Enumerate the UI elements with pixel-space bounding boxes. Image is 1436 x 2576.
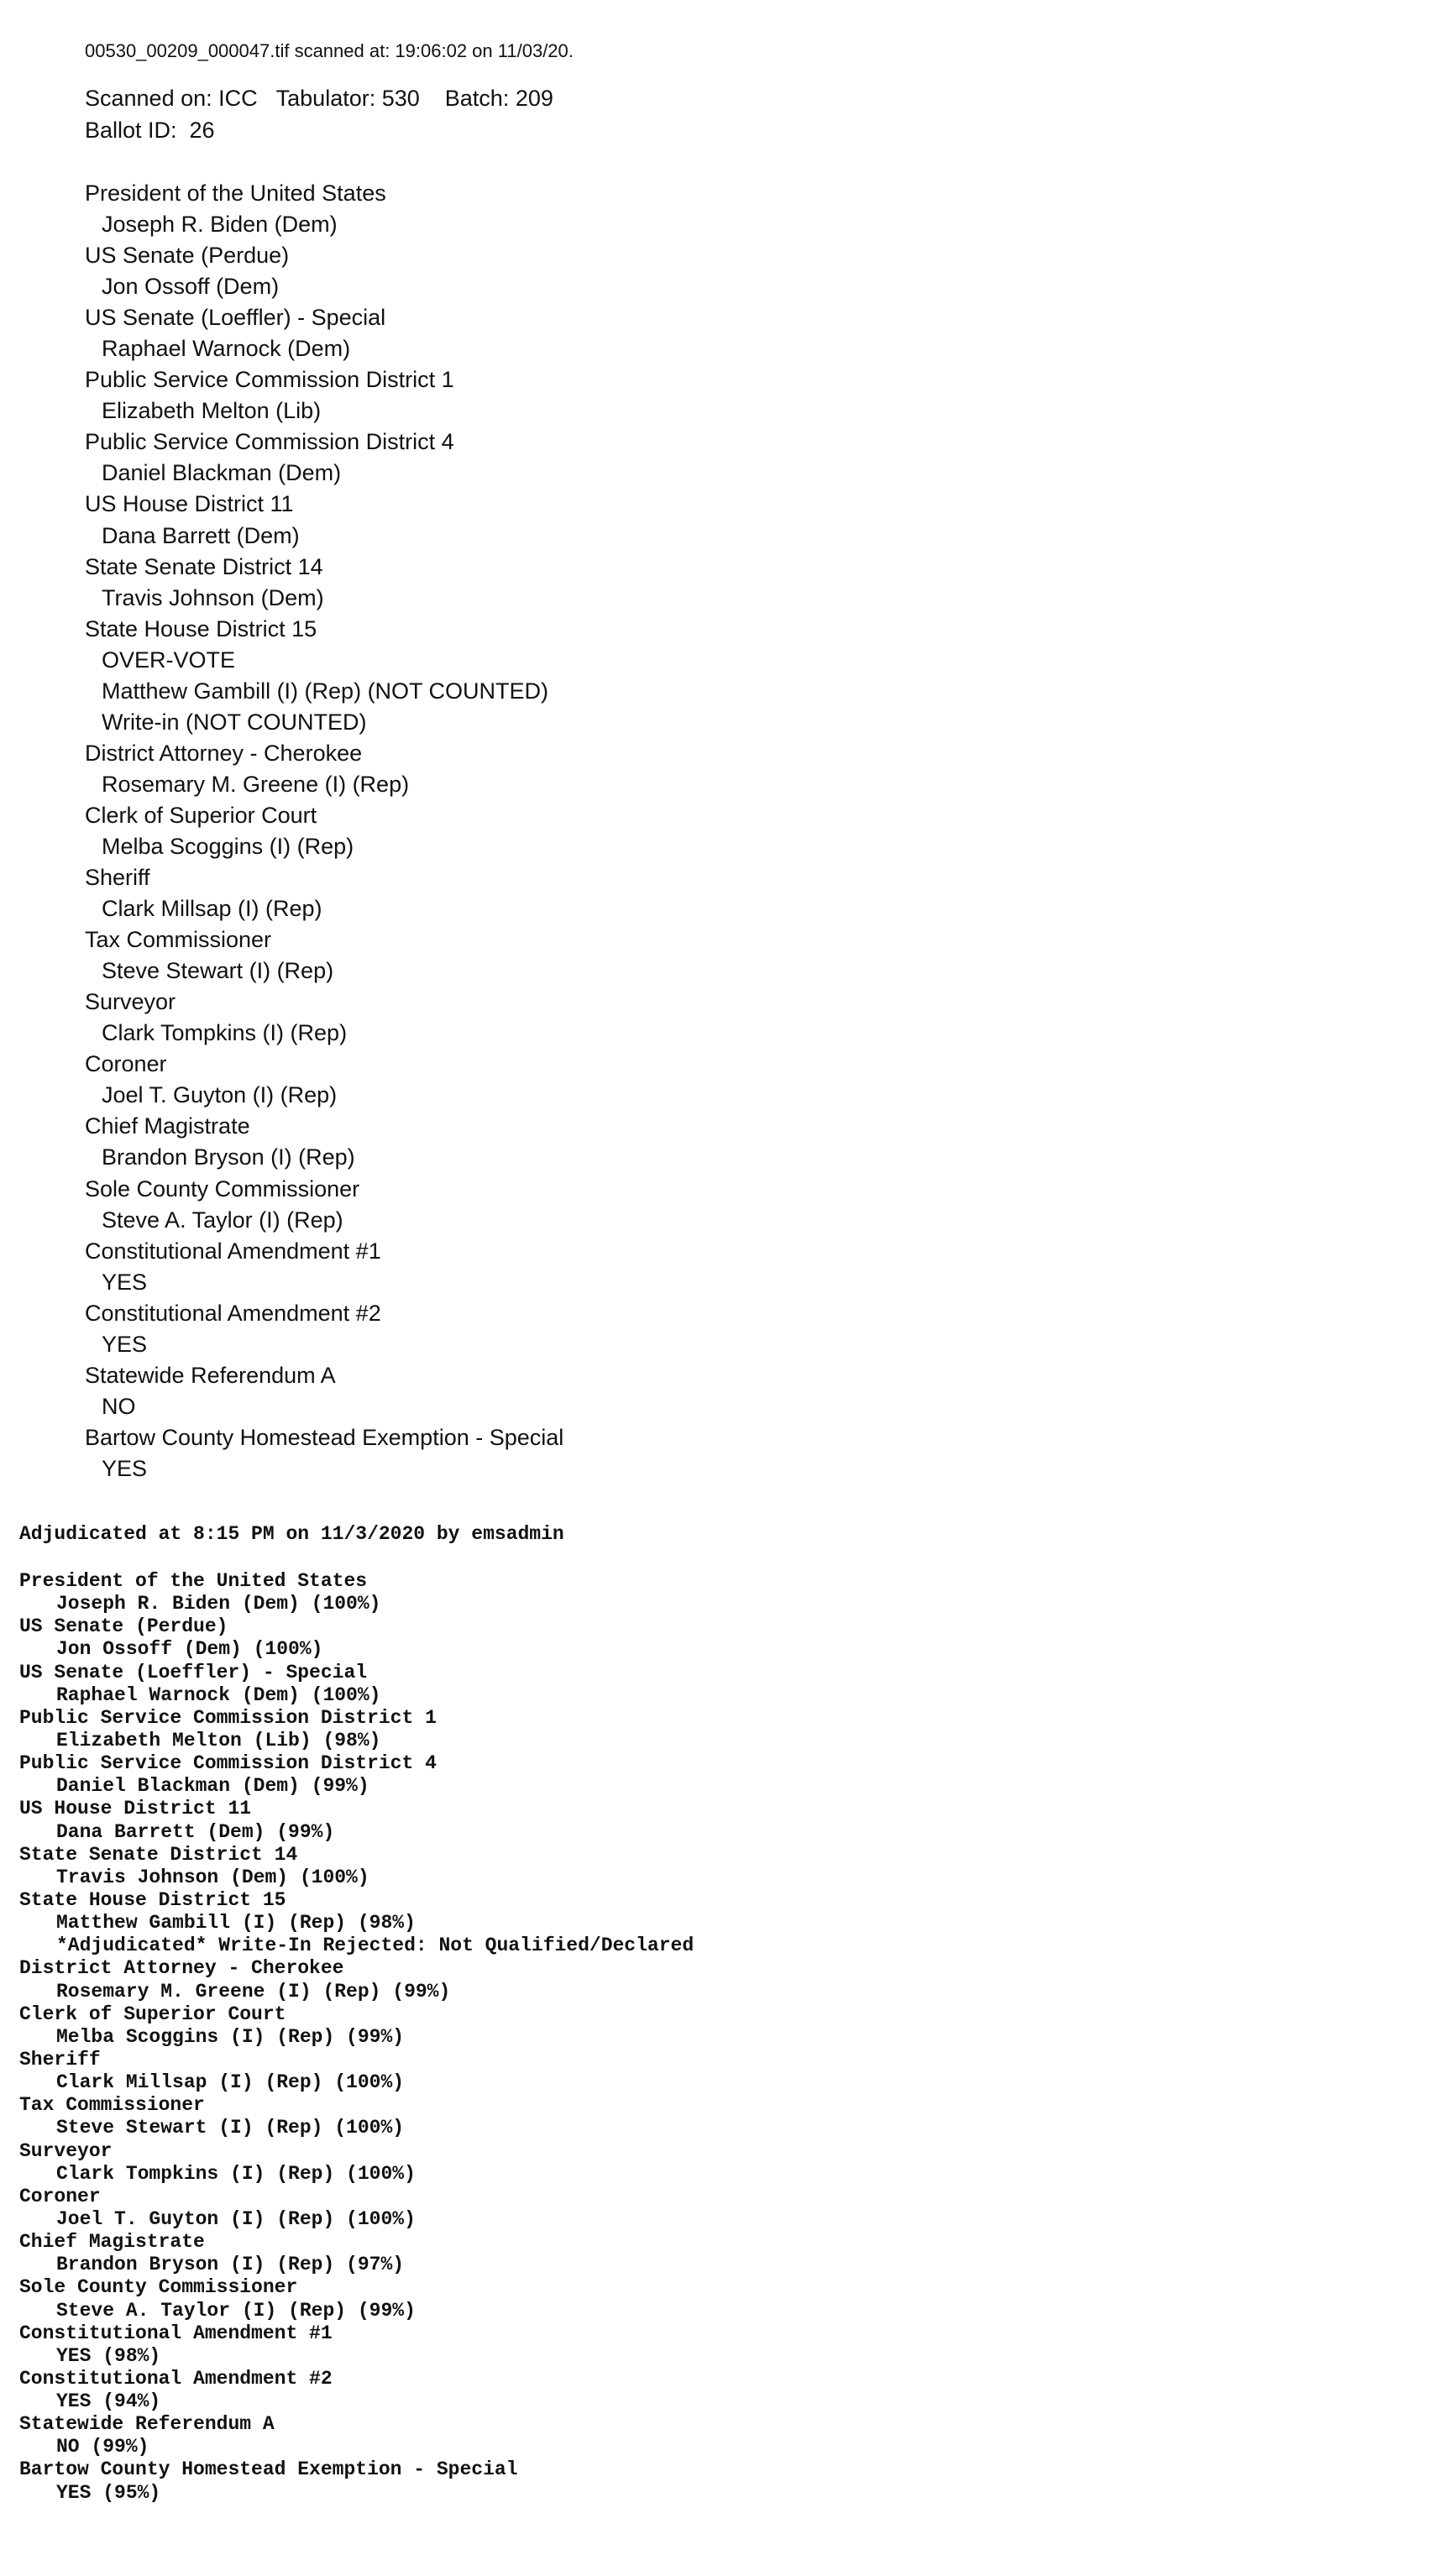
selection-race-title: US Senate (Perdue) [85, 243, 290, 269]
ballot-selections [85, 178, 1344, 1484]
selection-choice: YES [102, 1331, 148, 1357]
selection-choice: Brandon Bryson (I) (Rep) [102, 1144, 355, 1170]
scanned-on-line: Scanned on: ICC Tabulator: 530 Batch: 209 [85, 86, 553, 111]
selection-choice: Joel T. Guyton (I) (Rep) [102, 1082, 338, 1108]
selection-race-title: Sheriff [85, 865, 150, 891]
selection-choice: Travis Johnson (Dem) [102, 584, 324, 610]
adjudication-race-title: Chief Magistrate [19, 2231, 205, 2254]
selection-choice: Raphael Warnock (Dem) [102, 336, 351, 362]
selection-choice: NO [102, 1393, 136, 1419]
adjudication-choice: Steve A. Taylor (I) (Rep) (99%) [56, 2299, 416, 2322]
adjudication-choice: Dana Barrett (Dem) (99%) [56, 1820, 335, 1843]
adjudication-choice: Jon Ossoff (Dem) (100%) [56, 1638, 323, 1661]
selection-choice: Elizabeth Melton (Lib) [102, 398, 322, 424]
adjudication-race-title: Public Service Commission District 1 [19, 1706, 437, 1729]
selection-race-title: State House District 15 [85, 615, 317, 641]
selection-race-title: US Senate (Loeffler) - Special [85, 305, 386, 331]
selection-choice: Jon Ossoff (Dem) [102, 274, 280, 300]
selection-race-title: Chief Magistrate [85, 1113, 250, 1139]
selection-choice: Joseph R. Biden (Dem) [102, 212, 338, 238]
adjudication-race-title: Constitutional Amendment #2 [19, 2367, 333, 2390]
selection-choice: Clark Tompkins (I) (Rep) [102, 1020, 348, 1046]
scan-meta [85, 82, 1344, 146]
selection-race-title: Statewide Referendum A [85, 1362, 336, 1388]
selection-race-title: State Senate District 14 [85, 553, 323, 579]
adjudication-race-title: Constitutional Amendment #1 [19, 2322, 333, 2344]
selection-race-title: Tax Commissioner [85, 927, 272, 953]
adjudication-choice: YES (94%) [56, 2390, 161, 2413]
adjudication-choice: Rosemary M. Greene (I) (Rep) (99%) [56, 1980, 451, 2003]
selection-choice: Matthew Gambill (I) (Rep) (NOT COUNTED) [102, 678, 549, 704]
adjudication-race-title: Public Service Commission District 4 [19, 1752, 437, 1775]
selection-choice: YES [102, 1269, 148, 1295]
adjudication-choice: Raphael Warnock (Dem) (100%) [56, 1683, 381, 1706]
adjudication-race-title: Clerk of Superior Court [19, 2003, 286, 2025]
selection-race-title: President of the United States [85, 181, 386, 206]
selection-choice: Daniel Blackman (Dem) [102, 460, 342, 486]
selection-race-title: Constitutional Amendment #1 [85, 1238, 381, 1264]
selection-race-title: Public Service Commission District 4 [85, 429, 454, 455]
adjudication-race-title: Coroner [19, 2185, 101, 2207]
selection-race-title: US House District 11 [85, 491, 294, 517]
adjudication-choice: Clark Millsap (I) (Rep) (100%) [56, 2071, 405, 2094]
selection-race-title: Coroner [85, 1051, 167, 1077]
adjudication-choice: Daniel Blackman (Dem) (99%) [56, 1775, 369, 1798]
scan-file-line: 00530_00209_000047.tif scanned at: 19:06:02 on 11/03/20. [85, 40, 574, 61]
selection-choice: OVER-VOTE [102, 647, 236, 673]
adjudication-choice: NO (99%) [56, 2436, 149, 2458]
adjudication-section [19, 1521, 1363, 2505]
adjudication-race-title: US Senate (Loeffler) - Special [19, 1661, 368, 1683]
adjudication-choice: Matthew Gambill (I) (Rep) (98%) [56, 1912, 416, 1935]
adjudication-race-title: District Attorney - Cherokee [19, 1957, 344, 1980]
adjudication-results [19, 1570, 1363, 2505]
adjudication-race-title: Sheriff [19, 2048, 101, 2071]
adjudication-choice: Melba Scoggins (I) (Rep) (99%) [56, 2025, 405, 2048]
adjudication-race-title: President of the United States [19, 1570, 368, 1592]
selection-choice: Rosemary M. Greene (I) (Rep) [102, 771, 410, 797]
selection-race-title: Surveyor [85, 989, 176, 1015]
adjudication-choice: *Adjudicated* Write-In Rejected: Not Qualified/Declared [56, 1935, 694, 1957]
adjudication-race-title: Surveyor [19, 2139, 113, 2162]
selection-race-title: Bartow County Homestead Exemption - Special [85, 1424, 564, 1450]
adjudication-choice: Clark Tompkins (I) (Rep) (100%) [56, 2162, 416, 2185]
selection-race-title: District Attorney - Cherokee [85, 740, 363, 766]
adjudication-race-title: State House District 15 [19, 1888, 286, 1911]
adjudication-race-title: US Senate (Perdue) [19, 1615, 228, 1638]
selection-choice: Dana Barrett (Dem) [102, 522, 300, 548]
ballot-id-line: Ballot ID: 26 [85, 118, 215, 143]
ballot-scan-section [85, 39, 1344, 1484]
adjudication-choice: Elizabeth Melton (Lib) (98%) [56, 1729, 381, 1751]
adjudication-race-title: US House District 11 [19, 1798, 252, 1820]
selection-race-title: Constitutional Amendment #2 [85, 1300, 381, 1326]
adjudication-race-title: Tax Commissioner [19, 2094, 205, 2117]
selection-race-title: Public Service Commission District 1 [85, 367, 454, 393]
adjudication-choice: YES (98%) [56, 2344, 161, 2367]
adjudication-header: Adjudicated at 8:15 PM on 11/3/2020 by emsadmin [19, 1523, 564, 1545]
selection-choice: Clark Millsap (I) (Rep) [102, 896, 322, 922]
adjudication-race-title: Bartow County Homestead Exemption - Special [19, 2458, 518, 2481]
selection-race-title: Sole County Commissioner [85, 1175, 360, 1202]
selection-choice: YES [102, 1455, 148, 1481]
adjudication-choice: Joseph R. Biden (Dem) (100%) [56, 1593, 381, 1615]
adjudication-race-title: Sole County Commissioner [19, 2276, 298, 2299]
selection-race-title: Clerk of Superior Court [85, 802, 317, 828]
selection-choice: Steve Stewart (I) (Rep) [102, 958, 334, 984]
adjudication-choice: Travis Johnson (Dem) (100%) [56, 1866, 369, 1888]
selection-choice: Write-in (NOT COUNTED) [102, 709, 367, 735]
selection-choice: Melba Scoggins (I) (Rep) [102, 833, 354, 859]
selection-choice: Steve A. Taylor (I) (Rep) [102, 1207, 343, 1233]
adjudication-choice: Joel T. Guyton (I) (Rep) (100%) [56, 2207, 416, 2230]
adjudication-choice: Steve Stewart (I) (Rep) (100%) [56, 2117, 405, 2139]
adjudication-choice: Brandon Bryson (I) (Rep) (97%) [56, 2254, 405, 2276]
adjudication-choice: YES (95%) [56, 2481, 161, 2504]
adjudication-race-title: State Senate District 14 [19, 1843, 298, 1866]
adjudication-race-title: Statewide Referendum A [19, 2413, 275, 2436]
